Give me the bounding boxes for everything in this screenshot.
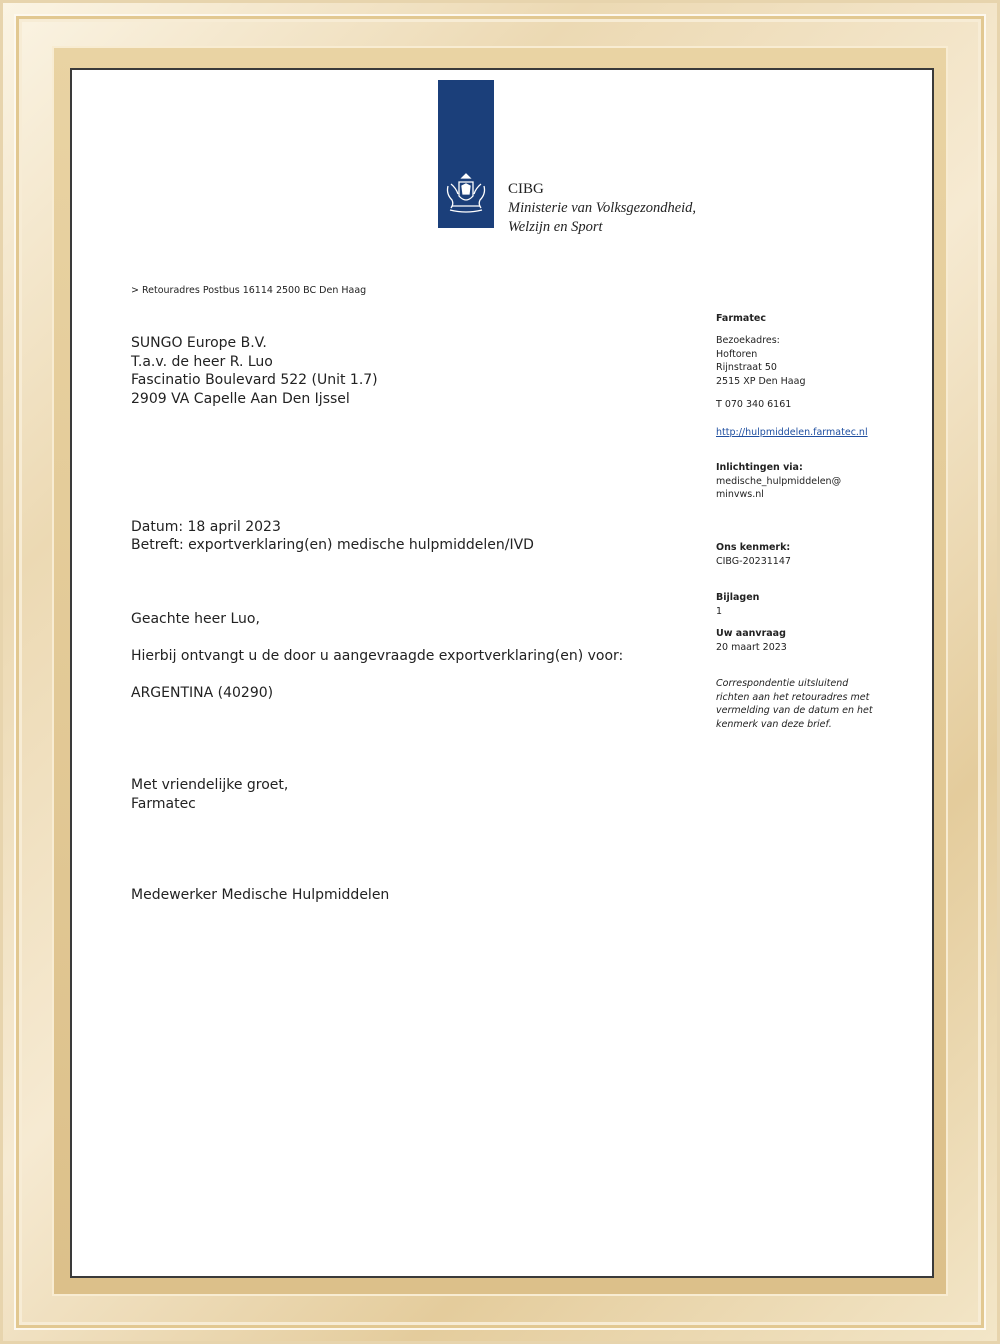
letter-intro: Hierbij ontvangt u de door u aangevraagde exportverklaring(en) voor: — [131, 648, 624, 664]
visit-line: Hoftoren — [716, 348, 758, 360]
recipient-line: T.a.v. de heer R. Luo — [131, 353, 273, 370]
letter-subject: Betreft: exportverklaring(en) medische hulpmiddelen/IVD — [131, 537, 534, 553]
letter-country: ARGENTINA (40290) — [131, 685, 274, 701]
visit-label: Bezoekadres: — [716, 335, 780, 346]
ref-value: CIBG-20231147 — [716, 555, 791, 567]
government-logo — [438, 80, 494, 228]
info-label: Inlichtingen via: — [716, 462, 803, 473]
sidebar-phone: T 070 340 6161 — [716, 399, 792, 410]
info-line: medische_hulpmiddelen@ — [716, 475, 842, 487]
visit-line: Rijnstraat 50 — [716, 362, 777, 373]
visit-line: 2515 XP Den Haag — [716, 375, 806, 387]
sidebar-reference — [716, 541, 791, 568]
logo-ministry-line2: Welzijn en Sport — [508, 219, 603, 235]
request-label: Uw aanvraag — [716, 628, 786, 639]
sidebar-visit-address — [716, 334, 805, 388]
letter-signature: Medewerker Medische Hulpmiddelen — [131, 887, 390, 903]
sidebar-dept: Farmatec — [716, 313, 766, 324]
letter-closing-org: Farmatec — [131, 796, 196, 812]
recipient-line: Fascinatio Boulevard 522 (Unit 1.7) — [131, 372, 378, 388]
letter-salutation: Geachte heer Luo, — [131, 611, 260, 627]
recipient-address — [131, 334, 378, 408]
sidebar-correspondence-note: Correspondentie uitsluitend richten aan het retouradres met vermelding van de datum en het kenmerk van deze brief. — [716, 678, 873, 730]
logo-ministry-line1: Ministerie van Volksgezondheid, — [508, 200, 697, 216]
sidebar-attachments — [716, 591, 759, 618]
sidebar-info — [716, 461, 841, 502]
sidebar-request — [716, 627, 787, 654]
letter-date: Datum: 18 april 2023 — [131, 519, 281, 535]
sidebar-url[interactable] — [716, 426, 868, 440]
attach-value: 1 — [716, 605, 723, 617]
logo-org: CIBG — [508, 181, 544, 197]
website-link[interactable]: http://hulpmiddelen.farmatec.nl — [716, 427, 868, 438]
letter-closing: Met vriendelijke groet, — [131, 777, 289, 793]
logo-text — [508, 180, 696, 237]
letter-page — [70, 68, 934, 1278]
info-line: minvws.nl — [716, 489, 764, 500]
coat-of-arms-icon — [442, 172, 490, 216]
request-value: 20 maart 2023 — [716, 641, 787, 653]
return-address: > Retouradres Postbus 16114 2500 BC Den Haag — [131, 285, 367, 296]
attach-label: Bijlagen — [716, 592, 760, 603]
recipient-line: SUNGO Europe B.V. — [131, 335, 267, 351]
recipient-line: 2909 VA Capelle Aan Den Ijssel — [131, 390, 350, 407]
ref-label: Ons kenmerk: — [716, 542, 791, 553]
